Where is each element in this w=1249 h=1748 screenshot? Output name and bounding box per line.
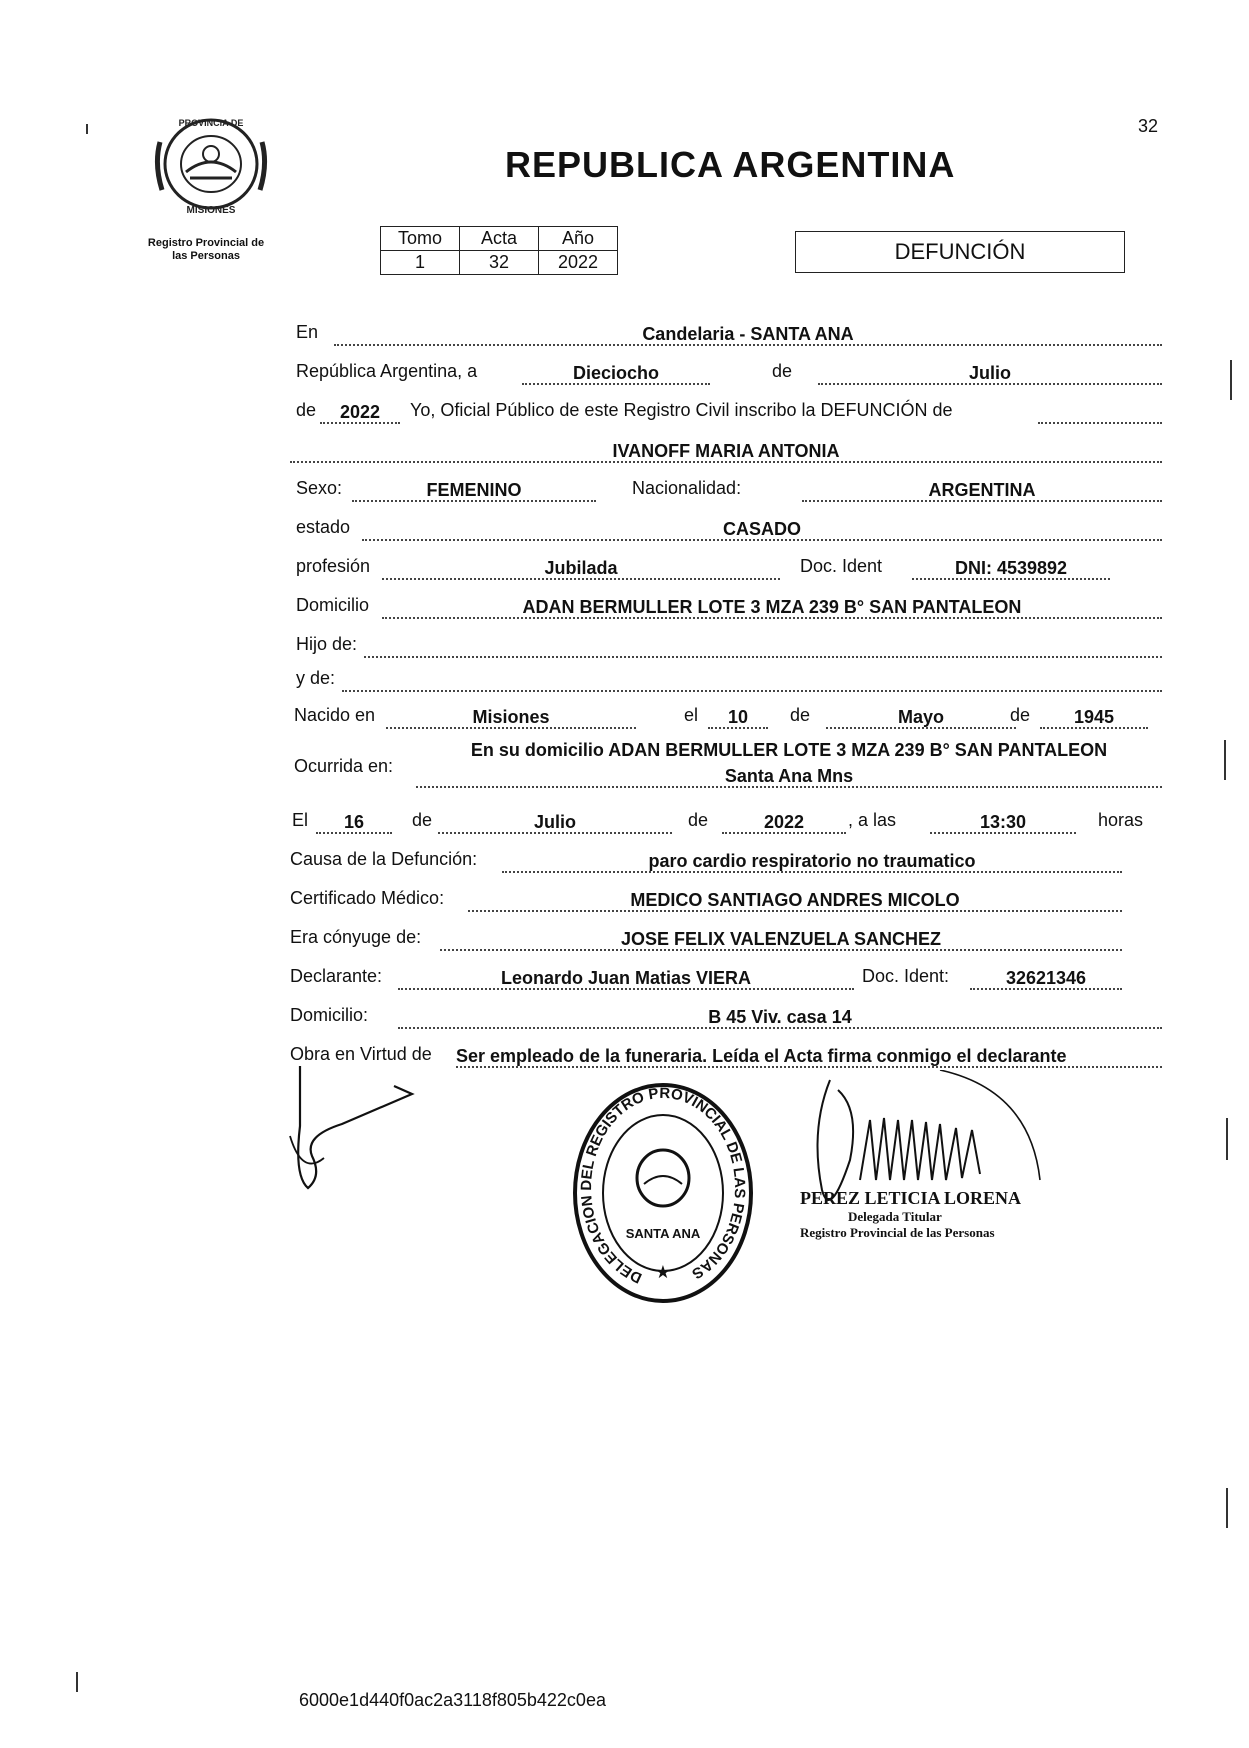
registry-name: [132, 237, 280, 263]
scan-mark: [1226, 1488, 1228, 1528]
scan-mark: [76, 1672, 78, 1692]
label-domicilio: Domicilio: [296, 595, 370, 615]
label-en: En: [296, 322, 319, 342]
registry-line-2: las Personas: [172, 250, 240, 262]
row-basis: [290, 1040, 1168, 1068]
scan-mark: [1226, 1118, 1228, 1160]
row-declarant-address: [290, 1001, 1168, 1029]
index-value-acta: 32: [460, 251, 539, 275]
label-sexo: Sexo:: [296, 478, 343, 498]
scan-mark: [1230, 360, 1232, 400]
emblem-bottom-text: MISIONES: [186, 205, 236, 216]
field-death-day: 16: [316, 812, 392, 834]
declarant-signature: [282, 1066, 432, 1206]
registry-line-1: Registro Provincial de: [147, 237, 265, 249]
field-and-of: [342, 670, 1162, 692]
emblem-top-text: PROVINCIA DE: [178, 118, 244, 128]
index-value-anio: 2022: [539, 251, 618, 275]
field-death-month: Julio: [438, 812, 672, 834]
label-de-3: de: [790, 705, 811, 725]
label-obra: Obra en Virtud de: [290, 1044, 432, 1064]
label-republica: República Argentina, a: [296, 361, 478, 381]
row-date: [290, 357, 1168, 385]
page-title: REPUBLICA ARGENTINA: [505, 144, 956, 185]
row-doctor: [290, 884, 1168, 912]
field-spouse: JOSE FELIX VALENZUELA SANCHEZ: [440, 929, 1122, 951]
official-name: PEREZ LETICIA LORENA: [800, 1188, 1022, 1208]
label-de-5: de: [412, 810, 433, 830]
scan-mark: [86, 124, 88, 134]
label-de-4: de: [1010, 705, 1031, 725]
field-child-of: [364, 636, 1162, 658]
index-header-anio: Año: [539, 227, 618, 251]
label-domicilio-2: Domicilio:: [290, 1005, 369, 1025]
official-block: [800, 1188, 1040, 1241]
official-role: Delegada Titular: [848, 1209, 942, 1224]
field-nationality: ARGENTINA: [802, 480, 1162, 502]
certificate-type: DEFUNCIÓN: [894, 239, 1026, 264]
field-month: Julio: [818, 363, 1162, 385]
row-birth: [290, 701, 1168, 729]
label-declarante: Declarante:: [290, 966, 383, 986]
scan-mark: [1224, 740, 1226, 780]
stamp-center-text: SANTA ANA: [625, 1226, 701, 1241]
field-profession: Jubilada: [382, 558, 780, 580]
field-death-year: 2022: [722, 812, 846, 834]
row-deceased: [290, 435, 1168, 463]
label-certificado: Certificado Médico:: [290, 888, 445, 908]
field-birth-day: 10: [708, 707, 768, 729]
label-de-line: Yo, Oficial Público de este Registro Civil inscribo la DEFUNCIÓN de: [410, 400, 953, 420]
row-cause: [290, 845, 1168, 873]
field-address: ADAN BERMULLER LOTE 3 MZA 239 B° SAN PANTALEON: [382, 597, 1162, 619]
row-address: [290, 591, 1168, 619]
label-el-2: El: [292, 810, 309, 830]
label-nacido-en: Nacido en: [294, 705, 376, 725]
field-declarant-doc: 32621346: [970, 968, 1122, 990]
label-y-de: y de:: [296, 668, 336, 688]
row-and-of: [290, 664, 1168, 692]
row-occurred: [290, 740, 1168, 798]
field-cause: paro cardio respiratorio no traumatico: [502, 851, 1122, 873]
field-basis: Ser empleado de la funeraria. Leída el Acta firma conmigo el declarante: [456, 1046, 1162, 1068]
label-doc-ident: Doc. Ident: [800, 556, 883, 576]
label-nacionalidad: Nacionalidad:: [632, 478, 742, 498]
row-place: [290, 318, 1168, 346]
certificate-type-box: [795, 231, 1125, 273]
index-table: [380, 226, 618, 275]
label-horas: horas: [1098, 810, 1144, 830]
label-doc-ident-2: Doc. Ident:: [862, 966, 950, 986]
official-stamp: [568, 1078, 758, 1308]
label-de-6: de: [688, 810, 709, 830]
field-deceased: IVANOFF MARIA ANTONIA: [290, 441, 1162, 463]
row-declarant: [290, 962, 1168, 990]
field-declarant: Leonardo Juan Matias VIERA: [398, 968, 854, 990]
label-de-1: de: [772, 361, 793, 381]
field-death-time: 13:30: [930, 812, 1076, 834]
label-estado: estado: [296, 517, 351, 537]
field-occurred-line1: En su domicilio ADAN BERMULLER LOTE 3 MZA 239 B° SAN PANTALEON: [470, 740, 1108, 760]
field-sex: FEMENINO: [352, 480, 596, 502]
field-declarant-address: B 45 Viv. casa 14: [398, 1007, 1162, 1029]
stamp-ring-text: DELEGACION DEL REGISTRO PROVINCIAL DE LAS PERSONAS: [577, 1084, 749, 1287]
row-profession: [290, 552, 1168, 580]
row-status: [290, 513, 1168, 541]
field-civil-status: CASADO: [362, 519, 1162, 541]
stamp-star-icon: ★: [654, 1262, 672, 1283]
row-death-date: [290, 806, 1168, 834]
label-hijo-de: Hijo de:: [296, 634, 358, 654]
row-child-of: [290, 630, 1168, 658]
field-birth-place: Misiones: [386, 707, 636, 729]
field-doctor: MEDICO SANTIAGO ANDRES MICOLO: [468, 890, 1122, 912]
label-conyuge: Era cónyuge de:: [290, 927, 422, 947]
label-a-las: , a las: [848, 810, 897, 830]
official-office: Registro Provincial de las Personas: [800, 1225, 995, 1240]
field-year-tail: [1038, 402, 1162, 424]
label-causa: Causa de la Defunción:: [290, 849, 478, 869]
label-de-2: de: [296, 400, 317, 420]
label-el: el: [684, 705, 699, 725]
label-ocurrida-en: Ocurrida en:: [294, 756, 394, 776]
document-hash: 6000e1d440f0ac2a3118f805b422c0ea: [299, 1690, 606, 1710]
field-year: 2022: [320, 402, 400, 424]
label-profesion: profesión: [296, 556, 371, 576]
field-day-text: Dieciocho: [522, 363, 710, 385]
index-value-tomo: 1: [381, 251, 460, 275]
index-header-tomo: Tomo: [381, 227, 460, 251]
field-birth-month: Mayo: [826, 707, 1016, 729]
row-sex: [290, 474, 1168, 502]
field-place: Candelaria - SANTA ANA: [334, 324, 1162, 346]
field-doc: DNI: 4539892: [912, 558, 1110, 580]
provincial-emblem-icon: [152, 112, 270, 217]
row-year: [290, 396, 1168, 424]
page-number: 32: [1138, 116, 1159, 136]
index-header-acta: Acta: [460, 227, 539, 251]
field-occurred-line2: Santa Ana Mns: [416, 766, 1162, 788]
row-spouse: [290, 923, 1168, 951]
field-birth-year: 1945: [1040, 707, 1148, 729]
